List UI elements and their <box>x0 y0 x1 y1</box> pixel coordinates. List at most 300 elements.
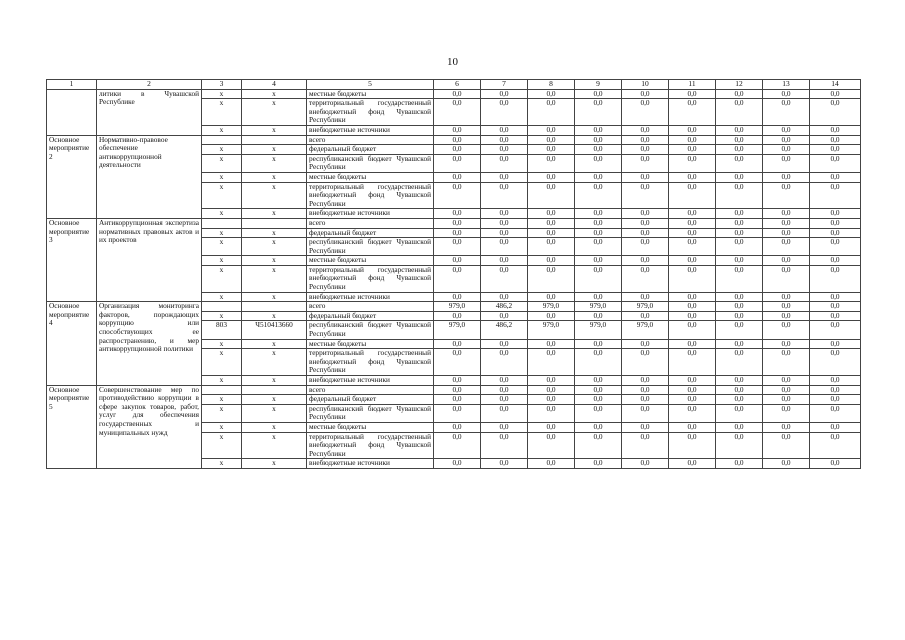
value-cell: 0,0 <box>810 218 861 228</box>
funding-source: внебюджетные источники <box>307 292 434 302</box>
table-row <box>47 385 861 395</box>
value-cell: 0,0 <box>575 209 622 219</box>
value-cell: 0,0 <box>716 432 763 459</box>
value-cell: 0,0 <box>575 395 622 405</box>
value-cell: 0,0 <box>528 256 575 266</box>
cell-code: x <box>202 145 242 155</box>
value-cell: 0,0 <box>716 311 763 321</box>
value-cell: 0,0 <box>481 339 528 349</box>
value-cell: 0,0 <box>763 302 810 312</box>
value-cell: 0,0 <box>575 404 622 422</box>
value-cell: 0,0 <box>810 404 861 422</box>
funding-source: республиканский бюджет Чувашской Республики <box>307 404 434 422</box>
value-cell: 0,0 <box>434 432 481 459</box>
funding-source: республиканский бюджет Чувашской Республики <box>307 321 434 339</box>
value-cell: 0,0 <box>575 376 622 386</box>
value-cell: 0,0 <box>763 154 810 172</box>
cell-code: x <box>202 265 242 292</box>
value-cell: 0,0 <box>528 209 575 219</box>
value-cell: 0,0 <box>622 265 669 292</box>
value-cell: 0,0 <box>434 218 481 228</box>
value-cell: 0,0 <box>481 182 528 209</box>
value-cell: 0,0 <box>716 395 763 405</box>
event-name: Нормативно-правовое обеспечение антикоррупционной деятельности <box>97 135 202 218</box>
budget-table <box>46 79 861 469</box>
value-cell: 0,0 <box>575 135 622 145</box>
value-cell: 0,0 <box>481 135 528 145</box>
value-cell: 0,0 <box>763 376 810 386</box>
value-cell: 0,0 <box>669 349 716 376</box>
value-cell: 0,0 <box>481 172 528 182</box>
value-cell: 0,0 <box>575 339 622 349</box>
value-cell: 0,0 <box>434 209 481 219</box>
value-cell: 0,0 <box>622 349 669 376</box>
value-cell: 979,0 <box>622 302 669 312</box>
value-cell: 0,0 <box>622 404 669 422</box>
value-cell: 0,0 <box>528 182 575 209</box>
funding-source: местные бюджеты <box>307 172 434 182</box>
cell-classifier <box>242 218 307 228</box>
value-cell: 0,0 <box>810 145 861 155</box>
value-cell: 0,0 <box>763 404 810 422</box>
value-cell: 0,0 <box>810 154 861 172</box>
value-cell: 0,0 <box>716 145 763 155</box>
funding-source: федеральный бюджет <box>307 311 434 321</box>
cell-classifier: x <box>242 256 307 266</box>
table-row <box>47 89 861 99</box>
cell-classifier: x <box>242 145 307 155</box>
value-cell: 0,0 <box>434 256 481 266</box>
value-cell: 0,0 <box>810 265 861 292</box>
cell-classifier <box>242 135 307 145</box>
cell-code: 803 <box>202 321 242 339</box>
value-cell: 979,0 <box>434 321 481 339</box>
value-cell: 0,0 <box>810 302 861 312</box>
value-cell: 0,0 <box>528 339 575 349</box>
value-cell: 0,0 <box>669 422 716 432</box>
value-cell: 0,0 <box>528 349 575 376</box>
value-cell: 0,0 <box>481 432 528 459</box>
cell-classifier: x <box>242 404 307 422</box>
value-cell: 979,0 <box>528 321 575 339</box>
column-number-4: 4 <box>242 80 307 90</box>
value-cell: 0,0 <box>434 339 481 349</box>
event-name: Антикоррупционная экспертиза нормативных правовых актов и их проектов <box>97 218 202 301</box>
value-cell: 0,0 <box>763 209 810 219</box>
value-cell: 0,0 <box>810 135 861 145</box>
value-cell: 0,0 <box>716 218 763 228</box>
cell-classifier: x <box>242 89 307 99</box>
value-cell: 0,0 <box>810 292 861 302</box>
value-cell: 0,0 <box>810 311 861 321</box>
value-cell: 0,0 <box>622 238 669 256</box>
funding-source: федеральный бюджет <box>307 145 434 155</box>
value-cell: 0,0 <box>716 385 763 395</box>
cell-classifier: x <box>242 238 307 256</box>
value-cell: 0,0 <box>481 125 528 135</box>
cell-code: x <box>202 238 242 256</box>
value-cell: 0,0 <box>434 395 481 405</box>
value-cell: 0,0 <box>434 376 481 386</box>
value-cell: 0,0 <box>434 349 481 376</box>
value-cell: 0,0 <box>481 385 528 395</box>
value-cell: 0,0 <box>622 125 669 135</box>
cell-classifier <box>242 385 307 395</box>
cell-code: x <box>202 349 242 376</box>
value-cell: 0,0 <box>763 228 810 238</box>
value-cell: 0,0 <box>810 182 861 209</box>
page-number: 10 <box>447 56 458 68</box>
column-number-12: 12 <box>716 80 763 90</box>
cell-classifier: x <box>242 339 307 349</box>
value-cell: 0,0 <box>622 422 669 432</box>
value-cell: 0,0 <box>716 238 763 256</box>
value-cell: 0,0 <box>622 432 669 459</box>
cell-code: x <box>202 89 242 99</box>
column-number-1: 1 <box>47 80 97 90</box>
value-cell: 0,0 <box>575 311 622 321</box>
value-cell: 0,0 <box>763 395 810 405</box>
value-cell: 0,0 <box>481 404 528 422</box>
value-cell: 0,0 <box>575 432 622 459</box>
value-cell: 486,2 <box>481 302 528 312</box>
value-cell: 0,0 <box>481 238 528 256</box>
cell-classifier: Ч510413660 <box>242 321 307 339</box>
cell-classifier <box>242 302 307 312</box>
value-cell: 0,0 <box>528 154 575 172</box>
value-cell: 0,0 <box>763 321 810 339</box>
value-cell: 0,0 <box>434 238 481 256</box>
value-cell: 0,0 <box>669 182 716 209</box>
event-label: Основное мероприятие 4 <box>47 302 97 385</box>
event-label <box>47 89 97 135</box>
funding-source: внебюджетные источники <box>307 376 434 386</box>
value-cell: 0,0 <box>434 311 481 321</box>
cell-code: x <box>202 154 242 172</box>
value-cell: 0,0 <box>669 256 716 266</box>
value-cell: 0,0 <box>481 256 528 266</box>
value-cell: 0,0 <box>528 145 575 155</box>
value-cell: 0,0 <box>481 292 528 302</box>
value-cell: 0,0 <box>622 209 669 219</box>
value-cell: 0,0 <box>622 376 669 386</box>
value-cell: 0,0 <box>434 422 481 432</box>
cell-classifier: x <box>242 376 307 386</box>
column-number-10: 10 <box>622 80 669 90</box>
cell-code <box>202 135 242 145</box>
value-cell: 0,0 <box>481 145 528 155</box>
funding-source: всего <box>307 302 434 312</box>
value-cell: 0,0 <box>810 422 861 432</box>
value-cell: 0,0 <box>481 376 528 386</box>
cell-code: x <box>202 172 242 182</box>
value-cell: 0,0 <box>622 172 669 182</box>
value-cell: 0,0 <box>575 172 622 182</box>
value-cell: 0,0 <box>763 172 810 182</box>
value-cell: 0,0 <box>481 209 528 219</box>
value-cell: 0,0 <box>810 238 861 256</box>
table-row <box>47 218 861 228</box>
value-cell: 0,0 <box>810 209 861 219</box>
value-cell: 0,0 <box>575 385 622 395</box>
cell-code: x <box>202 339 242 349</box>
cell-code <box>202 218 242 228</box>
value-cell: 0,0 <box>669 99 716 126</box>
value-cell: 0,0 <box>763 145 810 155</box>
event-label: Основное мероприятие 3 <box>47 218 97 301</box>
funding-source: всего <box>307 135 434 145</box>
value-cell: 0,0 <box>528 238 575 256</box>
value-cell: 0,0 <box>716 339 763 349</box>
value-cell: 0,0 <box>763 311 810 321</box>
cell-code: x <box>202 125 242 135</box>
value-cell: 0,0 <box>528 125 575 135</box>
value-cell: 0,0 <box>669 395 716 405</box>
cell-code: x <box>202 376 242 386</box>
value-cell: 0,0 <box>622 459 669 469</box>
value-cell: 0,0 <box>810 349 861 376</box>
value-cell: 0,0 <box>528 459 575 469</box>
cell-code: x <box>202 459 242 469</box>
value-cell: 0,0 <box>716 256 763 266</box>
value-cell: 0,0 <box>716 459 763 469</box>
value-cell: 0,0 <box>810 376 861 386</box>
value-cell: 0,0 <box>622 256 669 266</box>
value-cell: 0,0 <box>669 154 716 172</box>
value-cell: 0,0 <box>716 182 763 209</box>
value-cell: 0,0 <box>622 182 669 209</box>
table-row <box>47 135 861 145</box>
column-number-5: 5 <box>307 80 434 90</box>
funding-source: территориальный государственный внебюджетный фонд Чувашской Республики <box>307 99 434 126</box>
column-number-3: 3 <box>202 80 242 90</box>
value-cell: 0,0 <box>669 404 716 422</box>
value-cell: 0,0 <box>716 172 763 182</box>
value-cell: 0,0 <box>575 154 622 172</box>
cell-code: x <box>202 432 242 459</box>
cell-classifier: x <box>242 125 307 135</box>
column-number-8: 8 <box>528 80 575 90</box>
value-cell: 0,0 <box>810 321 861 339</box>
column-number-9: 9 <box>575 80 622 90</box>
value-cell: 0,0 <box>481 89 528 99</box>
value-cell: 0,0 <box>575 349 622 376</box>
value-cell: 0,0 <box>669 339 716 349</box>
value-cell: 0,0 <box>763 256 810 266</box>
event-label: Основное мероприятие 2 <box>47 135 97 218</box>
value-cell: 0,0 <box>481 459 528 469</box>
value-cell: 0,0 <box>669 265 716 292</box>
event-name: литики в Чувашской Республике <box>97 89 202 135</box>
funding-source: республиканский бюджет Чувашской Республики <box>307 238 434 256</box>
value-cell: 0,0 <box>669 218 716 228</box>
value-cell: 0,0 <box>716 135 763 145</box>
value-cell: 0,0 <box>810 459 861 469</box>
value-cell: 0,0 <box>810 339 861 349</box>
cell-code: x <box>202 292 242 302</box>
value-cell: 0,0 <box>716 422 763 432</box>
value-cell: 0,0 <box>669 89 716 99</box>
value-cell: 0,0 <box>528 89 575 99</box>
value-cell: 0,0 <box>669 228 716 238</box>
value-cell: 0,0 <box>434 459 481 469</box>
value-cell: 979,0 <box>528 302 575 312</box>
value-cell: 0,0 <box>669 385 716 395</box>
cell-classifier: x <box>242 349 307 376</box>
value-cell: 0,0 <box>810 125 861 135</box>
value-cell: 0,0 <box>763 125 810 135</box>
column-number-2: 2 <box>97 80 202 90</box>
value-cell: 0,0 <box>528 395 575 405</box>
value-cell: 0,0 <box>669 311 716 321</box>
cell-classifier: x <box>242 172 307 182</box>
value-cell: 0,0 <box>575 99 622 126</box>
event-name: Совершенствование мер по противодействию коррупции в сфере закупок товаров, работ, услуг для обеспечения государственных и муниципальных нужд <box>97 385 202 468</box>
value-cell: 0,0 <box>716 125 763 135</box>
value-cell: 0,0 <box>481 265 528 292</box>
value-cell: 0,0 <box>622 311 669 321</box>
value-cell: 0,0 <box>622 228 669 238</box>
value-cell: 0,0 <box>716 292 763 302</box>
value-cell: 0,0 <box>669 238 716 256</box>
value-cell: 0,0 <box>528 228 575 238</box>
value-cell: 0,0 <box>763 339 810 349</box>
value-cell: 0,0 <box>622 385 669 395</box>
value-cell: 0,0 <box>481 228 528 238</box>
column-number-11: 11 <box>669 80 716 90</box>
cell-classifier: x <box>242 292 307 302</box>
funding-source: местные бюджеты <box>307 89 434 99</box>
funding-source: территориальный государственный внебюджетный фонд Чувашской Республики <box>307 432 434 459</box>
value-cell: 0,0 <box>481 154 528 172</box>
event-name: Организация мониторинга факторов, порождающих коррупцию или способствующих ее распространению, и мер антикоррупционной политики <box>97 302 202 385</box>
value-cell: 979,0 <box>575 321 622 339</box>
value-cell: 0,0 <box>716 302 763 312</box>
value-cell: 0,0 <box>434 125 481 135</box>
column-number-14: 14 <box>810 80 861 90</box>
value-cell: 0,0 <box>575 292 622 302</box>
value-cell: 0,0 <box>716 228 763 238</box>
value-cell: 0,0 <box>575 238 622 256</box>
header-row <box>47 80 861 90</box>
cell-code: x <box>202 209 242 219</box>
value-cell: 0,0 <box>575 125 622 135</box>
value-cell: 0,0 <box>716 265 763 292</box>
value-cell: 0,0 <box>575 265 622 292</box>
value-cell: 0,0 <box>716 209 763 219</box>
value-cell: 0,0 <box>669 459 716 469</box>
cell-code: x <box>202 422 242 432</box>
funding-source: территориальный государственный внебюджетный фонд Чувашской Республики <box>307 182 434 209</box>
value-cell: 0,0 <box>763 292 810 302</box>
value-cell: 0,0 <box>669 145 716 155</box>
value-cell: 0,0 <box>528 311 575 321</box>
funding-source: территориальный государственный внебюджетный фонд Чувашской Республики <box>307 349 434 376</box>
value-cell: 0,0 <box>434 154 481 172</box>
value-cell: 0,0 <box>434 89 481 99</box>
funding-source: местные бюджеты <box>307 339 434 349</box>
funding-source: всего <box>307 385 434 395</box>
value-cell: 0,0 <box>810 228 861 238</box>
value-cell: 0,0 <box>434 145 481 155</box>
funding-source: местные бюджеты <box>307 422 434 432</box>
value-cell: 979,0 <box>622 321 669 339</box>
value-cell: 0,0 <box>622 154 669 172</box>
value-cell: 0,0 <box>669 209 716 219</box>
table-row <box>47 302 861 312</box>
value-cell: 0,0 <box>763 432 810 459</box>
value-cell: 0,0 <box>622 89 669 99</box>
funding-source: внебюджетные источники <box>307 209 434 219</box>
cell-classifier: x <box>242 209 307 219</box>
value-cell: 0,0 <box>810 395 861 405</box>
value-cell: 979,0 <box>434 302 481 312</box>
cell-code: x <box>202 395 242 405</box>
cell-code: x <box>202 99 242 126</box>
value-cell: 0,0 <box>528 265 575 292</box>
value-cell: 0,0 <box>481 99 528 126</box>
value-cell: 0,0 <box>622 395 669 405</box>
value-cell: 0,0 <box>575 89 622 99</box>
value-cell: 0,0 <box>669 432 716 459</box>
funding-source: федеральный бюджет <box>307 228 434 238</box>
cell-classifier: x <box>242 395 307 405</box>
value-cell: 0,0 <box>716 404 763 422</box>
funding-source: федеральный бюджет <box>307 395 434 405</box>
value-cell: 0,0 <box>575 228 622 238</box>
funding-source: всего <box>307 218 434 228</box>
value-cell: 0,0 <box>481 349 528 376</box>
value-cell: 0,0 <box>810 256 861 266</box>
value-cell: 0,0 <box>575 182 622 209</box>
value-cell: 0,0 <box>528 422 575 432</box>
value-cell: 0,0 <box>434 99 481 126</box>
value-cell: 0,0 <box>763 422 810 432</box>
cell-code: x <box>202 404 242 422</box>
column-number-7: 7 <box>481 80 528 90</box>
value-cell: 0,0 <box>763 218 810 228</box>
value-cell: 0,0 <box>528 218 575 228</box>
cell-classifier: x <box>242 154 307 172</box>
funding-source: внебюджетные источники <box>307 125 434 135</box>
cell-code <box>202 385 242 395</box>
value-cell: 0,0 <box>575 256 622 266</box>
value-cell: 0,0 <box>669 321 716 339</box>
column-number-6: 6 <box>434 80 481 90</box>
value-cell: 0,0 <box>810 99 861 126</box>
value-cell: 0,0 <box>669 172 716 182</box>
funding-source: местные бюджеты <box>307 256 434 266</box>
value-cell: 0,0 <box>575 459 622 469</box>
value-cell: 0,0 <box>528 292 575 302</box>
value-cell: 0,0 <box>763 238 810 256</box>
value-cell: 0,0 <box>810 172 861 182</box>
funding-source: республиканский бюджет Чувашской Республики <box>307 154 434 172</box>
value-cell: 0,0 <box>434 228 481 238</box>
value-cell: 0,0 <box>669 376 716 386</box>
value-cell: 0,0 <box>481 422 528 432</box>
value-cell: 0,0 <box>528 172 575 182</box>
value-cell: 0,0 <box>622 339 669 349</box>
value-cell: 0,0 <box>528 385 575 395</box>
funding-source: территориальный государственный внебюджетный фонд Чувашской Республики <box>307 265 434 292</box>
value-cell: 0,0 <box>575 218 622 228</box>
value-cell: 0,0 <box>528 99 575 126</box>
value-cell: 0,0 <box>622 145 669 155</box>
value-cell: 0,0 <box>434 265 481 292</box>
value-cell: 0,0 <box>763 265 810 292</box>
value-cell: 0,0 <box>716 321 763 339</box>
